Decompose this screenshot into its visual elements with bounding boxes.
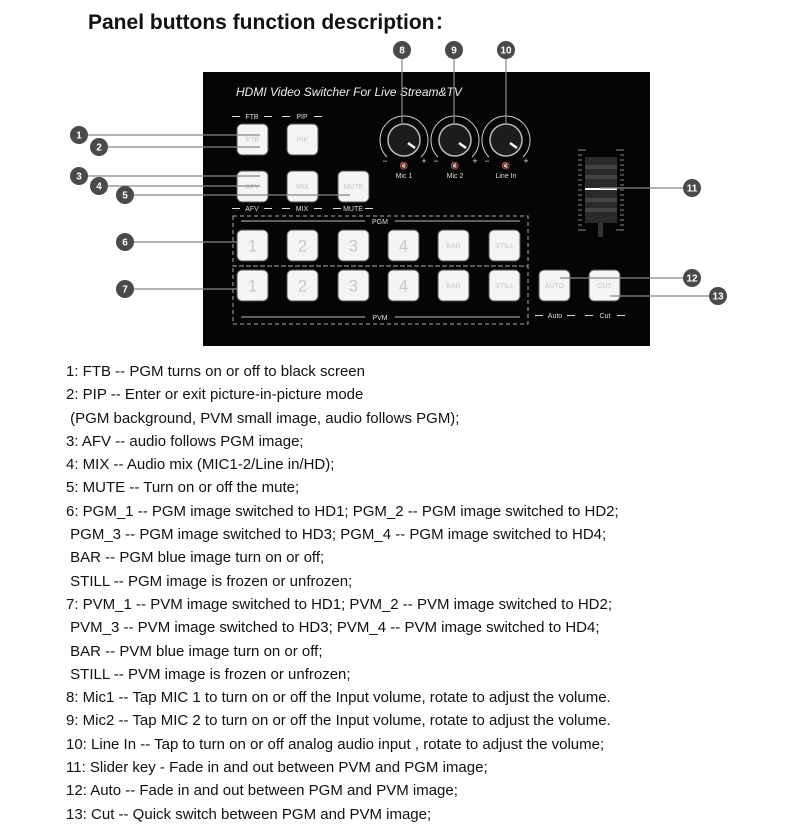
mix-button[interactable]: [287, 171, 318, 202]
callout-11: [683, 179, 701, 197]
callout-5: [116, 186, 134, 204]
description-line: 13: Cut -- Quick switch between PGM and PVM image;: [66, 805, 432, 823]
afv-group-label: AFV: [245, 206, 259, 213]
pip-button[interactable]: [287, 124, 318, 155]
svg-text:3: 3: [76, 171, 82, 183]
description-line: STILL -- PGM image is frozen or unfrozen;: [66, 572, 353, 590]
pvm-button-3-label: 3: [348, 276, 359, 296]
callout-4: [90, 177, 108, 195]
pgm-button-3-label: 3: [348, 236, 359, 256]
description-line: 2: PIP -- Enter or exit picture-in-picture mode: [66, 386, 364, 404]
svg-text:8: 8: [399, 45, 405, 57]
pgm-button-2[interactable]: [287, 230, 318, 261]
pgm-button-2-label: 2: [297, 236, 308, 256]
pgm-button-still-label: STILL: [495, 242, 514, 250]
mute-group-label: MUTE: [343, 206, 363, 213]
pgm-button-1-label: 1: [247, 236, 258, 256]
description-list: [66, 360, 619, 826]
callout-13: [709, 287, 727, 305]
description-line: 4: MIX -- Audio mix (MIC1-2/Line in/HD);: [66, 456, 335, 474]
description-line: PVM_3 -- PVM image switched to HD3; PVM_4 -- PVM image switched to HD4;: [66, 619, 600, 637]
callout-1: [70, 126, 88, 144]
pgm-button-4-label: 4: [398, 236, 409, 256]
description-line: (PGM background, PVM small image, audio follows PGM);: [66, 409, 460, 427]
knob-label: Line In: [495, 173, 517, 180]
mute-button[interactable]: [338, 171, 369, 202]
pvm-button-4[interactable]: [388, 270, 419, 301]
description-line: 12: Auto -- Fade in and out between PGM and PVM image;: [66, 782, 458, 800]
svg-text:12: 12: [686, 273, 698, 285]
auto-button-label: AUTO: [544, 282, 565, 290]
auto-group-label: Auto: [547, 313, 563, 320]
pvm-button-1-label: 1: [247, 276, 258, 296]
knob-label: Mic 2: [446, 173, 464, 180]
description-line: 7: PVM_1 -- PVM image switched to HD1; PVM_2 -- PVM image switched to HD2;: [66, 595, 613, 613]
pgm-label: PGM: [372, 219, 388, 226]
pvm-button-1[interactable]: [237, 270, 268, 301]
description-line: 3: AFV -- audio follows PGM image;: [66, 432, 304, 450]
mix-button-label: MIX: [296, 183, 309, 191]
description-line: BAR -- PGM blue image turn on or off;: [66, 549, 325, 567]
description-line: 5: MUTE -- Turn on or off the mute;: [66, 479, 300, 497]
svg-text:5: 5: [122, 190, 128, 202]
knob-minus: −: [382, 156, 388, 166]
page-title: Panel buttons function description：: [88, 11, 456, 34]
description-line: 9: Mic2 -- Tap MIC 2 to turn on or off the Input volume, rotate to adjust the volume.: [66, 712, 611, 730]
pvm-button-2-label: 2: [297, 276, 308, 296]
ftb-group-label: FTB: [245, 114, 259, 121]
ftb-button[interactable]: [237, 124, 268, 155]
description-line: 10: Line In -- Tap to turn on or off analog audio input , rotate to adjust the volume;: [66, 735, 605, 753]
pgm-button-4[interactable]: [388, 230, 419, 261]
pvm-button-bar[interactable]: [438, 270, 469, 301]
svg-text:2: 2: [96, 142, 102, 154]
cut-group-label: Cut: [599, 313, 611, 320]
svg-text:6: 6: [122, 237, 128, 249]
knob-plus: +: [421, 156, 427, 166]
pvm-button-still[interactable]: [489, 270, 520, 301]
callout-10: [497, 41, 515, 59]
description-line: 11: Slider key - Fade in and out between PVM and PGM image;: [66, 759, 488, 777]
pgm-button-bar-label: BAR: [446, 242, 461, 250]
description-line: 6: PGM_1 -- PGM image switched to HD1; PGM_2 -- PGM image switched to HD2;: [66, 502, 619, 520]
description-line: 8: Mic1 -- Tap MIC 1 to turn on or off the Input volume, rotate to adjust the volume.: [66, 689, 611, 707]
callout-7: [116, 280, 134, 298]
pvm-button-3[interactable]: [338, 270, 369, 301]
mute-speaker-icon: 🔇: [450, 163, 460, 170]
mute-speaker-icon: 🔇: [399, 163, 409, 170]
svg-text:13: 13: [712, 291, 724, 303]
pvm-label: PVM: [372, 315, 388, 322]
pvm-button-2[interactable]: [287, 270, 318, 301]
callout-8: [393, 41, 411, 59]
svg-text:9: 9: [451, 45, 457, 57]
svg-text:4: 4: [96, 181, 102, 193]
knob-plus: +: [523, 156, 529, 166]
mix-group-label: MIX: [295, 206, 309, 213]
pgm-button-3[interactable]: [338, 230, 369, 261]
description-line: PGM_3 -- PGM image switched to HD3; PGM_4 -- PGM image switched to HD4;: [66, 526, 607, 544]
pip-group-label: PIP: [296, 114, 308, 121]
pgm-button-still[interactable]: [489, 230, 520, 261]
svg-text:10: 10: [500, 45, 512, 57]
description-line: 1: FTB -- PGM turns on or off to black screen: [66, 363, 365, 380]
pip-button-label: PIP: [296, 136, 309, 144]
svg-text:7: 7: [122, 284, 128, 296]
svg-text:11: 11: [686, 183, 698, 195]
description-line: BAR -- PVM blue image turn on or off;: [66, 642, 323, 660]
callout-6: [116, 233, 134, 251]
device-name: HDMI Video Switcher For Live Stream&TV: [236, 85, 462, 99]
ftb-button-label: FTB: [245, 136, 260, 144]
description-line: STILL -- PVM image is frozen or unfrozen;: [66, 665, 351, 683]
knob-minus: −: [484, 156, 490, 166]
callout-12: [683, 269, 701, 287]
svg-text:1: 1: [76, 130, 82, 142]
pgm-button-bar[interactable]: [438, 230, 469, 261]
cut-button-label: CUT: [597, 282, 612, 290]
callout-2: [90, 138, 108, 156]
callout-3: [70, 167, 88, 185]
knob-label: Mic 1: [395, 173, 413, 180]
pvm-button-4-label: 4: [398, 276, 409, 296]
mute-button-label: MUTE: [343, 183, 364, 191]
afv-button-label: AFV: [245, 183, 260, 191]
auto-button[interactable]: [539, 270, 570, 301]
knob-plus: +: [472, 156, 478, 166]
mute-speaker-icon: 🔇: [501, 163, 511, 170]
pvm-button-bar-label: BAR: [446, 282, 461, 290]
pvm-button-still-label: STILL: [495, 282, 514, 290]
panel-diagram: [0, 0, 800, 360]
callout-9: [445, 41, 463, 59]
pgm-button-1[interactable]: [237, 230, 268, 261]
knob-minus: −: [433, 156, 439, 166]
